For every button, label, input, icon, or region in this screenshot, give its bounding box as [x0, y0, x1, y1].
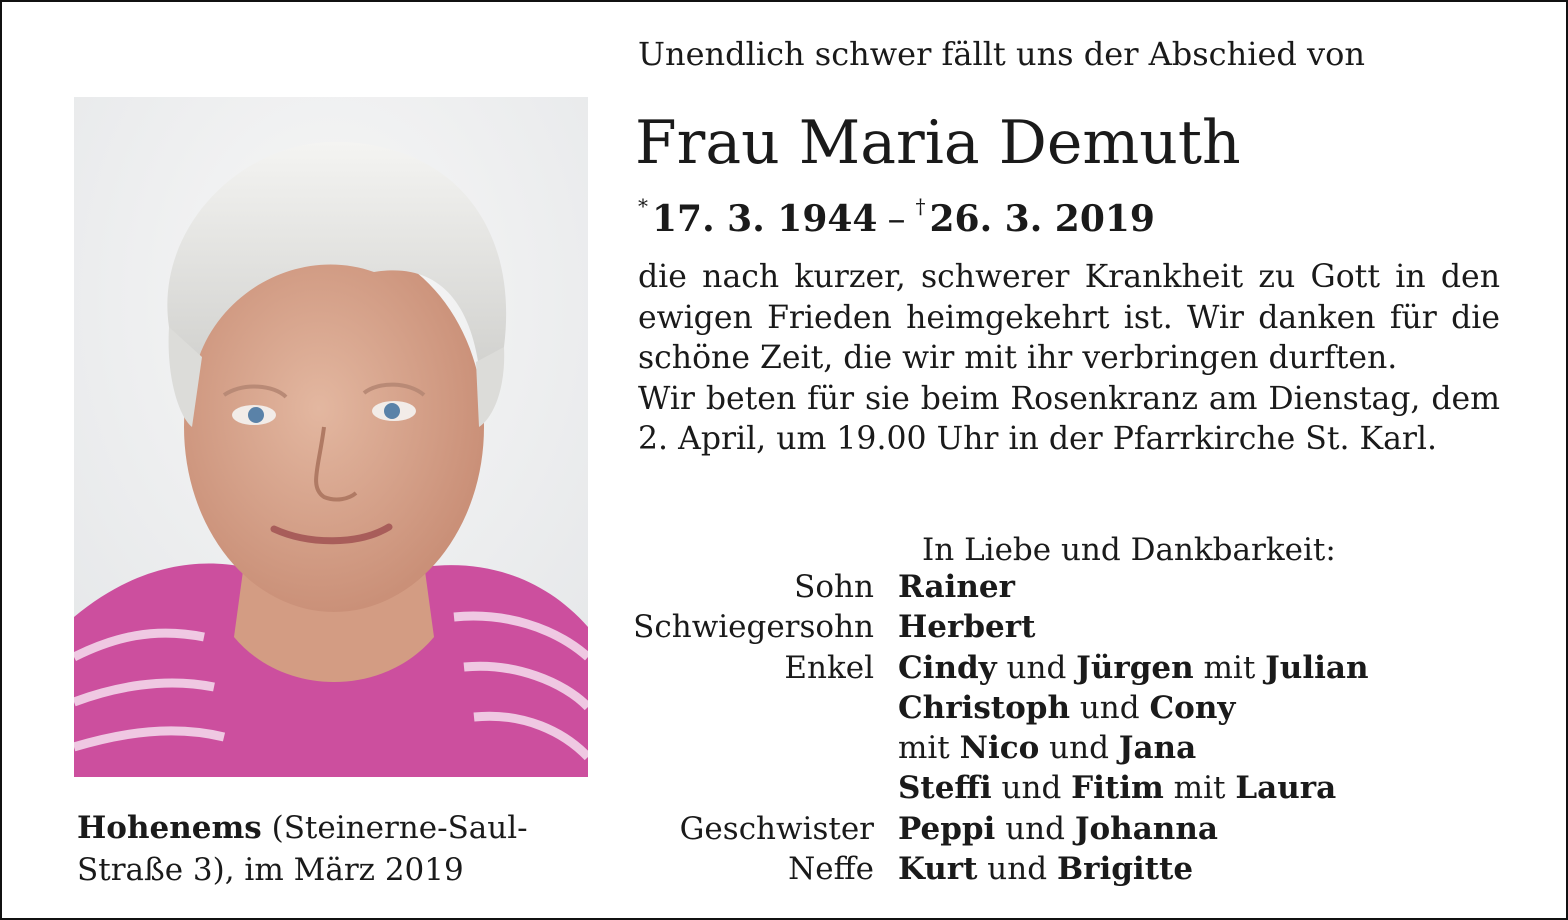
birth-date: 17. 3. 1944: [652, 198, 878, 240]
family-row: [602, 809, 1562, 849]
family-connector: mit: [1163, 770, 1236, 807]
family-member-name: Steffi: [898, 770, 992, 807]
family-relation: [602, 728, 898, 768]
family-names: [898, 567, 1562, 607]
family-row: [602, 567, 1562, 607]
family-member-name: Laura: [1235, 770, 1337, 807]
family-connector: und: [991, 770, 1072, 807]
family-member-name: Johanna: [1074, 810, 1218, 847]
family-list: [602, 567, 1562, 889]
family-member-name: Fitim: [1071, 770, 1164, 807]
family-connector: und: [977, 851, 1057, 888]
deceased-name: Frau Maria Demuth: [635, 108, 1241, 178]
family-row: [602, 648, 1562, 688]
family-connector: und: [1069, 689, 1150, 726]
family-names: [898, 728, 1562, 768]
intro-line: Unendlich schwer fällt uns der Abschied von: [638, 35, 1365, 73]
family-relation: Neffe: [788, 851, 874, 888]
sign-off: In Liebe und Dankbarkeit:: [922, 532, 1336, 568]
portrait-image: [74, 97, 588, 777]
family-row: [602, 688, 1562, 728]
text-paragraph-2: Wir beten für sie beim Rosenkranz am Dienstag, dem 2. April, um 19.00 Uhr in der Pfarrkirche St. Karl.: [638, 380, 1500, 457]
family-member-name: Rainer: [898, 569, 1015, 605]
family-relation: [602, 768, 898, 808]
family-names: [898, 768, 1562, 808]
family-member-name: Jürgen: [1076, 649, 1194, 686]
family-member-name: Jana: [1118, 730, 1197, 767]
family-member-name: Cony: [1149, 689, 1236, 726]
family-relation: [602, 688, 898, 728]
location-address: (Steinerne-Saul-Straße 3), im März 2019: [77, 810, 528, 888]
family-connector: und: [996, 649, 1077, 686]
family-row: [602, 728, 1562, 768]
family-names: [898, 607, 1562, 647]
text-paragraph-1: die nach kurzer, schwerer Krankheit zu Gott in den ewigen Frieden heimgekehrt ist. Wir danken für die schöne Zeit, die wir mit ihr verbringen durften.: [638, 259, 1500, 376]
family-member-name: Nico: [959, 730, 1040, 767]
obituary-text: [638, 257, 1500, 460]
location-line: [77, 807, 597, 891]
life-dates: [638, 182, 1155, 244]
family-relation: Schwiegersohn: [633, 609, 874, 646]
family-connector: und: [1039, 730, 1119, 767]
family-member-name: Peppi: [898, 810, 996, 847]
location-town: Hohenems: [77, 810, 262, 846]
family-names: [898, 809, 1562, 849]
family-member-name: Christoph: [898, 689, 1070, 726]
family-connector: mit: [1193, 649, 1266, 686]
family-connector: mit: [898, 730, 960, 767]
family-member-name: Brigitte: [1056, 851, 1194, 888]
date-separator: –: [887, 199, 906, 240]
death-cross: †: [915, 194, 926, 218]
family-row: [602, 768, 1562, 808]
family-names: [898, 849, 1562, 889]
family-relation: Sohn: [794, 569, 874, 605]
family-connector: und: [995, 810, 1075, 847]
family-relation: Geschwister: [679, 810, 874, 847]
family-names: [898, 648, 1562, 688]
family-relation: Enkel: [784, 649, 874, 686]
family-member-name: Cindy: [898, 649, 997, 686]
family-member-name: Julian: [1265, 649, 1369, 686]
family-row: [602, 849, 1562, 889]
birth-star: *: [638, 194, 648, 218]
family-member-name: Kurt: [898, 851, 978, 888]
portrait-photo: [74, 97, 588, 777]
family-member-name: Herbert: [898, 609, 1036, 646]
family-names: [898, 688, 1562, 728]
family-row: [602, 607, 1562, 647]
death-date: 26. 3. 2019: [929, 198, 1155, 240]
